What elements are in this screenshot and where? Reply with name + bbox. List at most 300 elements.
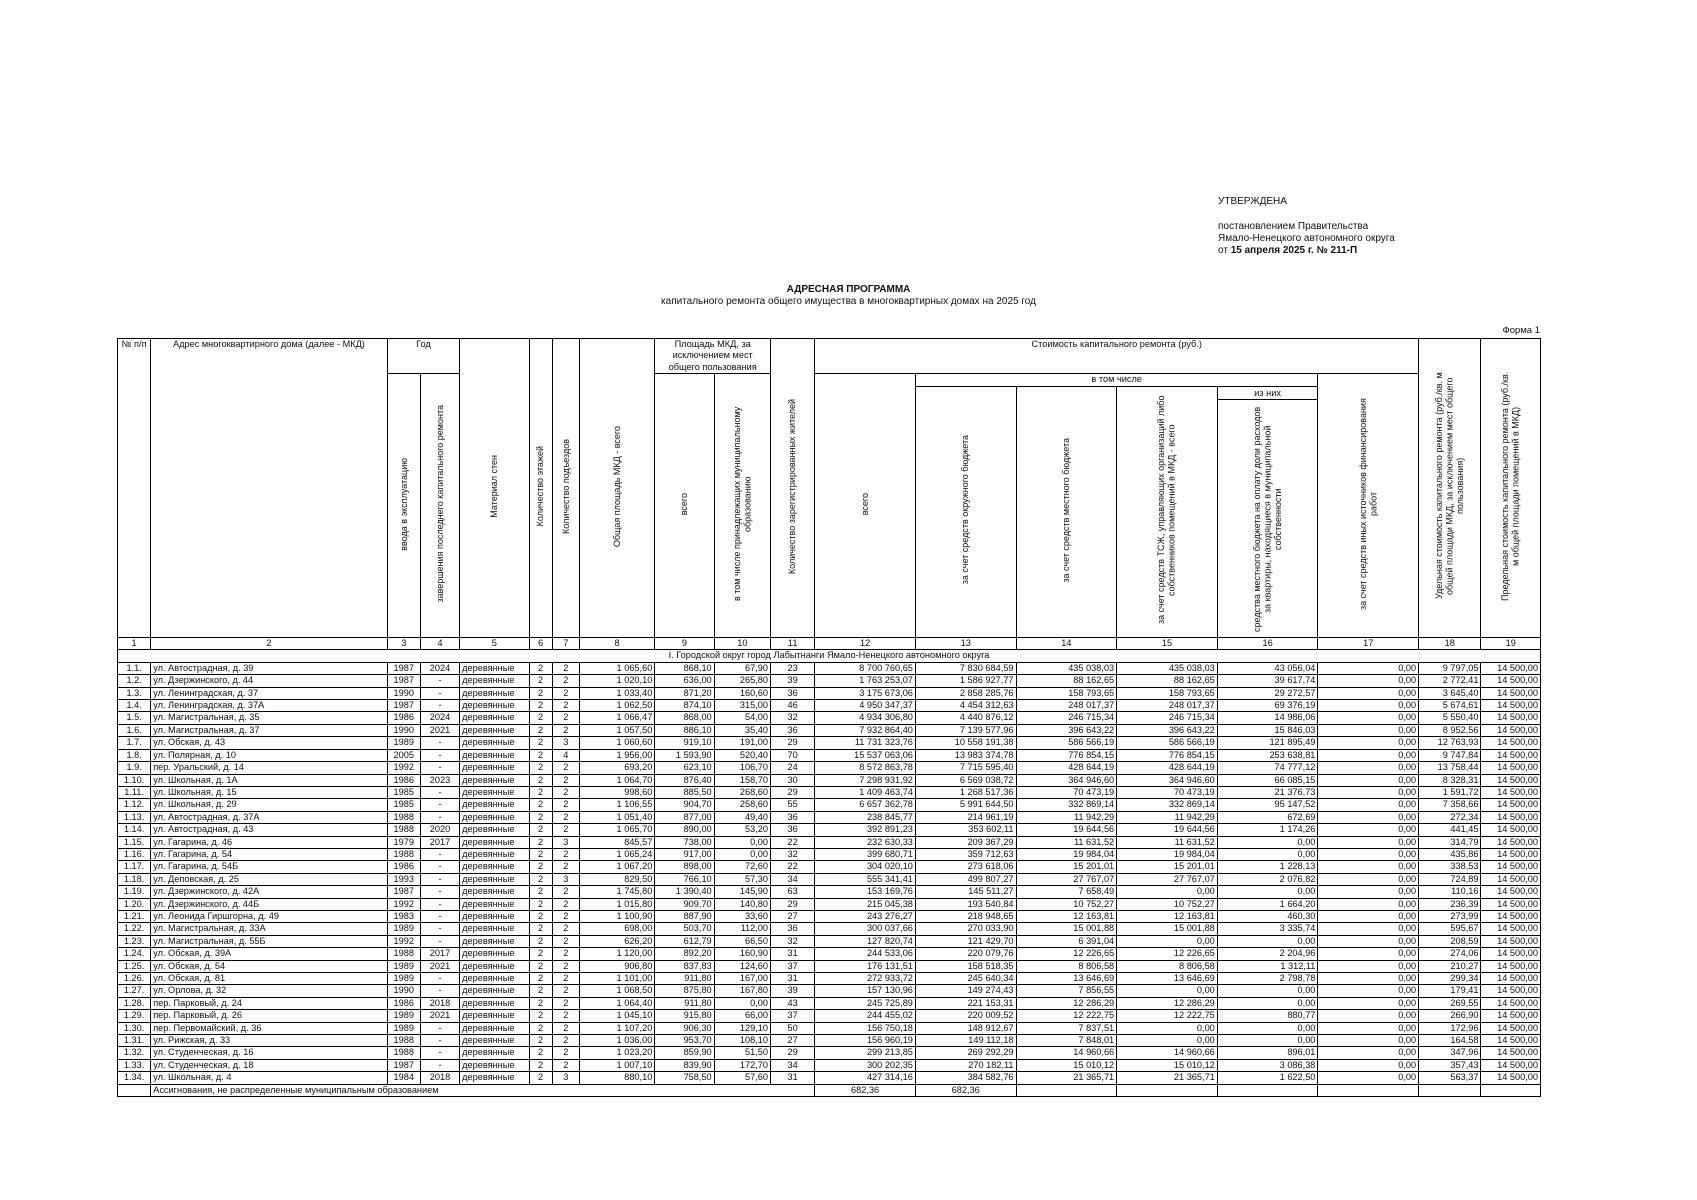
table-row <box>118 662 1541 674</box>
table-cell: 4 440 876,12 <box>915 712 1016 724</box>
footer-label: Ассигнования, не распределенные муниципальным образованием <box>151 1084 815 1096</box>
table-cell: 1 228,13 <box>1217 861 1318 873</box>
table-cell: 215 045,38 <box>815 898 916 910</box>
table-cell: 14 500,00 <box>1481 873 1541 885</box>
table-cell: 1 763 253,07 <box>815 675 916 687</box>
table-cell: 2 <box>529 824 552 836</box>
header-cost-other: за счет средств иных источников финансирования работ <box>1318 374 1419 638</box>
table-cell: 1 036,00 <box>579 1035 654 1047</box>
table-cell: 724,89 <box>1419 873 1481 885</box>
table-cell: 14 500,00 <box>1481 886 1541 898</box>
table-cell: 1 268 517,36 <box>915 786 1016 798</box>
table-cell: 1 101,00 <box>579 973 654 985</box>
table-cell: 1 745,80 <box>579 886 654 898</box>
table-cell: 1 068,50 <box>579 985 654 997</box>
table-row <box>118 985 1541 997</box>
table-cell: 36 <box>771 923 815 935</box>
table-cell: пер. Парковый, д. 24 <box>151 997 387 1009</box>
table-row <box>118 910 1541 922</box>
table-cell: 0,00 <box>1217 886 1318 898</box>
table-cell: 53,20 <box>714 824 770 836</box>
table-row <box>118 1022 1541 1034</box>
footer-cell-empty <box>1217 1084 1318 1096</box>
table-cell: 164,58 <box>1419 1035 1481 1047</box>
table-cell: 0,00 <box>1217 935 1318 947</box>
table-cell: 158 518,35 <box>915 960 1016 972</box>
table-cell: 2 <box>552 774 579 786</box>
table-cell: 15 201,01 <box>1016 861 1117 873</box>
table-cell: 12 226,65 <box>1117 948 1218 960</box>
table-cell: 14 500,00 <box>1481 1047 1541 1059</box>
table-cell: 191,00 <box>714 737 770 749</box>
table-cell: 2 <box>529 886 552 898</box>
table-cell: 1 107,20 <box>579 1022 654 1034</box>
table-body <box>118 638 1541 1097</box>
table-cell: 51,50 <box>714 1047 770 1059</box>
column-number-row <box>118 638 1541 650</box>
table-cell: 74 777,12 <box>1217 762 1318 774</box>
form-number: Форма 1 <box>1502 325 1540 336</box>
table-cell: 1.9. <box>118 762 151 774</box>
table-cell: 3 <box>552 836 579 848</box>
column-number: 16 <box>1217 638 1318 650</box>
table-cell: 2 <box>552 1022 579 1034</box>
table-cell: 8 700 760,65 <box>815 662 916 674</box>
table-cell: 2 <box>552 700 579 712</box>
table-cell: 353 602,11 <box>915 824 1016 836</box>
table-cell: 874,10 <box>655 700 714 712</box>
table-cell: 1.22. <box>118 923 151 935</box>
table-cell: 238 845,77 <box>815 811 916 823</box>
header-entrances: Количество подъездов <box>552 339 579 638</box>
table-cell: ул. Гагарина, д. 54Б <box>151 861 387 873</box>
table-cell: 2017 <box>420 948 459 960</box>
table-cell: 179,41 <box>1419 985 1481 997</box>
table-cell: 2 <box>552 1035 579 1047</box>
table-cell: 0,00 <box>1318 700 1419 712</box>
table-row <box>118 700 1541 712</box>
footer-total: 682,36 <box>815 1084 916 1096</box>
table-row <box>118 997 1541 1009</box>
table-cell: 221 153,31 <box>915 997 1016 1009</box>
table-cell: 2021 <box>420 960 459 972</box>
table-row <box>118 774 1541 786</box>
table-row <box>118 935 1541 947</box>
table-cell: пер. Уральский, д. 14 <box>151 762 387 774</box>
table-cell: 0,00 <box>1318 662 1419 674</box>
table-cell: - <box>420 675 459 687</box>
table-cell: 30 <box>771 774 815 786</box>
table-cell: 13 646,69 <box>1117 973 1218 985</box>
approval-date-prefix: от <box>1218 245 1228 256</box>
table-cell: 10 558 191,38 <box>915 737 1016 749</box>
table-cell: 0,00 <box>1318 923 1419 935</box>
table-cell: 2 <box>529 712 552 724</box>
table-cell: 46 <box>771 700 815 712</box>
table-cell: 1988 <box>387 948 420 960</box>
table-cell: 0,00 <box>1217 836 1318 848</box>
table-cell: 14 500,00 <box>1481 948 1541 960</box>
table-cell: 0,00 <box>1318 737 1419 749</box>
table-cell: 236,39 <box>1419 898 1481 910</box>
table-cell: 2017 <box>420 836 459 848</box>
table-cell: 72,60 <box>714 861 770 873</box>
header-incl: в том числе <box>915 374 1318 386</box>
table-cell: 14 500,00 <box>1481 762 1541 774</box>
table-cell: 0,00 <box>1117 935 1218 947</box>
table-cell: деревянные <box>460 1010 529 1022</box>
table-cell: 2 <box>529 898 552 910</box>
header-address: Адрес многоквартирного дома (далее - МКД) <box>151 339 387 638</box>
table-cell: 1 664,20 <box>1217 898 1318 910</box>
table-row <box>118 960 1541 972</box>
table-cell: ул. Обская, д. 81 <box>151 973 387 985</box>
table-cell: 998,60 <box>579 786 654 798</box>
table-cell: 37 <box>771 1010 815 1022</box>
table-cell: 55 <box>771 799 815 811</box>
table-cell: 19 984,04 <box>1117 848 1218 860</box>
table-cell: 636,00 <box>655 675 714 687</box>
table-cell: 909,70 <box>655 898 714 910</box>
table-cell: деревянные <box>460 1022 529 1034</box>
table-cell: 906,30 <box>655 1022 714 1034</box>
table-cell: 36 <box>771 724 815 736</box>
table-cell: 0,00 <box>1318 898 1419 910</box>
table-cell: ул. Школьная, д. 1А <box>151 774 387 786</box>
table-cell: 14 500,00 <box>1481 774 1541 786</box>
table-cell: 12 226,65 <box>1016 948 1117 960</box>
table-row <box>118 973 1541 985</box>
table-cell: 33,60 <box>714 910 770 922</box>
table-row <box>118 1010 1541 1022</box>
table-cell: 9 747,84 <box>1419 749 1481 761</box>
table-cell: 563,37 <box>1419 1072 1481 1084</box>
table-cell: 4 454 312,63 <box>915 700 1016 712</box>
table-cell: 63 <box>771 886 815 898</box>
table-cell: 24 <box>771 762 815 774</box>
table-cell: 32 <box>771 935 815 947</box>
table-cell: 172,96 <box>1419 1022 1481 1034</box>
table-cell: 2 <box>552 1047 579 1059</box>
table-cell: - <box>420 737 459 749</box>
table-cell: 2 <box>552 886 579 898</box>
table-cell: 140,80 <box>714 898 770 910</box>
table-cell: 49,40 <box>714 811 770 823</box>
table-cell: 299 213,85 <box>815 1047 916 1059</box>
table-cell: 14 500,00 <box>1481 700 1541 712</box>
table-cell: ул. Магистральная, д. 37 <box>151 724 387 736</box>
table-cell: 1.20. <box>118 898 151 910</box>
table-cell: 2 772,41 <box>1419 675 1481 687</box>
table-row <box>118 1035 1541 1047</box>
table-cell: 270 033,90 <box>915 923 1016 935</box>
table-cell: ул. Гагарина, д. 54 <box>151 848 387 860</box>
table-cell: 1 066,47 <box>579 712 654 724</box>
table-cell: 272 933,72 <box>815 973 916 985</box>
table-cell: 14 500,00 <box>1481 749 1541 761</box>
table-cell: 258,60 <box>714 799 770 811</box>
table-cell: 2 <box>529 1035 552 1047</box>
table-cell: 14 986,06 <box>1217 712 1318 724</box>
table-cell: 88 162,65 <box>1016 675 1117 687</box>
table-cell: 14 500,00 <box>1481 985 1541 997</box>
table-cell: 1.16. <box>118 848 151 860</box>
table-cell: ул. Дзержинского, д. 44 <box>151 675 387 687</box>
header-year: Год <box>387 339 459 374</box>
table-cell: 14 500,00 <box>1481 1072 1541 1084</box>
table-cell: 14 500,00 <box>1481 799 1541 811</box>
table-cell: 1 120,00 <box>579 948 654 960</box>
table-cell: 1.17. <box>118 861 151 873</box>
table-cell: 1 390,40 <box>655 886 714 898</box>
table-cell: 14 500,00 <box>1481 1059 1541 1071</box>
table-cell: 1 064,40 <box>579 997 654 1009</box>
table-cell: 27 <box>771 910 815 922</box>
table-cell: ул. Магистральная, д. 55Б <box>151 935 387 947</box>
table-cell: 1979 <box>387 836 420 848</box>
table-cell: 586 566,19 <box>1117 737 1218 749</box>
table-cell: 248 017,37 <box>1117 700 1218 712</box>
table-cell: 1989 <box>387 923 420 935</box>
table-cell: 314,79 <box>1419 836 1481 848</box>
table-cell: 27 767,07 <box>1117 873 1218 885</box>
table-cell: 19 984,04 <box>1016 848 1117 860</box>
column-number: 15 <box>1117 638 1218 650</box>
table-cell: 14 500,00 <box>1481 1022 1541 1034</box>
table-cell: 37 <box>771 960 815 972</box>
table-row <box>118 873 1541 885</box>
table-cell: 595,67 <box>1419 923 1481 935</box>
table-cell: ул. Магистральная, д. 35 <box>151 712 387 724</box>
table-cell: деревянные <box>460 675 529 687</box>
column-number: 8 <box>579 638 654 650</box>
table-cell: 272,34 <box>1419 811 1481 823</box>
table-cell: 7 298 931,92 <box>815 774 916 786</box>
header-area-group: Площадь МКД, за исключением мест общего пользования <box>655 339 771 374</box>
table-cell: 32 <box>771 848 815 860</box>
table-cell: ул. Автострадная, д. 39 <box>151 662 387 674</box>
table-cell: 13 646,69 <box>1016 973 1117 985</box>
header-cost-local: за счет средств местного бюджета <box>1016 386 1117 637</box>
table-cell: пер. Парковый, д. 26 <box>151 1010 387 1022</box>
table-cell: 0,00 <box>1217 848 1318 860</box>
header-residents: Количество зарегистрированных жителей <box>771 339 815 638</box>
table-cell: ул. Обская, д. 43 <box>151 737 387 749</box>
table-cell: 7 715 595,40 <box>915 762 1016 774</box>
table-cell: 2 <box>529 985 552 997</box>
table-cell: - <box>420 687 459 699</box>
table-cell: 127 820,74 <box>815 935 916 947</box>
table-cell: 12 286,29 <box>1117 997 1218 1009</box>
table-cell: деревянные <box>460 724 529 736</box>
table-cell: 868,10 <box>655 662 714 674</box>
table-cell: 1.12. <box>118 799 151 811</box>
table-cell: 2 <box>552 724 579 736</box>
table-cell: 7 932 864,40 <box>815 724 916 736</box>
column-number: 7 <box>552 638 579 650</box>
table-cell: - <box>420 973 459 985</box>
table-cell: 1.23. <box>118 935 151 947</box>
table-cell: 14 500,00 <box>1481 662 1541 674</box>
table-cell: 21 376,73 <box>1217 786 1318 798</box>
table-cell: 766,10 <box>655 873 714 885</box>
table-cell: 1988 <box>387 811 420 823</box>
column-number: 5 <box>460 638 529 650</box>
table-cell: 1985 <box>387 786 420 798</box>
table-cell: 66,00 <box>714 1010 770 1022</box>
table-cell: - <box>420 1022 459 1034</box>
table-cell: 2 <box>529 997 552 1009</box>
table-cell: ул. Дзержинского, д. 44Б <box>151 898 387 910</box>
table-cell: 2 <box>529 762 552 774</box>
table-cell: деревянные <box>460 861 529 873</box>
table-cell: 2 <box>529 861 552 873</box>
table-cell: 0,00 <box>1318 1047 1419 1059</box>
table-cell: - <box>420 749 459 761</box>
table-cell: 1.21. <box>118 910 151 922</box>
table-row <box>118 749 1541 761</box>
table-cell: 332 869,14 <box>1016 799 1117 811</box>
table-cell: деревянные <box>460 985 529 997</box>
table-cell: 7 837,51 <box>1016 1022 1117 1034</box>
table-cell: 2 <box>529 923 552 935</box>
table-cell: 1987 <box>387 1059 420 1071</box>
table-cell: ул. Ленинградская, д. 37А <box>151 700 387 712</box>
table-cell: - <box>420 861 459 873</box>
table-cell: 274,06 <box>1419 948 1481 960</box>
table-cell: 13 758,44 <box>1419 762 1481 774</box>
table-cell: 2 <box>552 662 579 674</box>
table-cell: 2 204,96 <box>1217 948 1318 960</box>
table-cell: 0,00 <box>1318 749 1419 761</box>
table-cell: 1988 <box>387 1035 420 1047</box>
footer-cell-empty <box>118 1084 151 1096</box>
table-cell: 57,30 <box>714 873 770 885</box>
table-cell: ул. Гагарина, д. 46 <box>151 836 387 848</box>
table-cell: 0,00 <box>1318 1035 1419 1047</box>
table-cell: деревянные <box>460 687 529 699</box>
table-cell: 0,00 <box>1217 997 1318 1009</box>
document-title: АДРЕСНАЯ ПРОГРАММА <box>786 284 911 295</box>
table-cell: 1992 <box>387 762 420 774</box>
table-cell: 1.8. <box>118 749 151 761</box>
header-floors: Количество этажей <box>529 339 552 638</box>
table-cell: 392 891,23 <box>815 824 916 836</box>
table-cell: 623,10 <box>655 762 714 774</box>
table-cell: 876,40 <box>655 774 714 786</box>
table-cell: 396 643,22 <box>1117 724 1218 736</box>
table-cell: 70 473,19 <box>1117 786 1218 798</box>
table-cell: 0,00 <box>1318 724 1419 736</box>
table-cell: 34 <box>771 1059 815 1071</box>
table-cell: деревянные <box>460 799 529 811</box>
table-cell: 1.15. <box>118 836 151 848</box>
table-cell: 12 286,29 <box>1016 997 1117 1009</box>
table-cell: 1.5. <box>118 712 151 724</box>
footer-district: 682,36 <box>915 1084 1016 1096</box>
table-cell: 2 <box>529 836 552 848</box>
table-cell: 1.32. <box>118 1047 151 1059</box>
table-cell: 364 946,60 <box>1117 774 1218 786</box>
table-cell: 1 051,40 <box>579 811 654 823</box>
table-cell: 269 292,29 <box>915 1047 1016 1059</box>
table-cell: 2 <box>529 774 552 786</box>
table-cell: 7 848,01 <box>1016 1035 1117 1047</box>
table-cell: 1 593,90 <box>655 749 714 761</box>
table-cell: 11 942,29 <box>1117 811 1218 823</box>
table-row <box>118 687 1541 699</box>
table-cell: 555 341,41 <box>815 873 916 885</box>
table-cell: 32 <box>771 712 815 724</box>
table-cell: 776 854,15 <box>1117 749 1218 761</box>
table-cell: 2 <box>529 811 552 823</box>
table-row <box>118 737 1541 749</box>
table-cell: 1 060,60 <box>579 737 654 749</box>
table-cell: 612,79 <box>655 935 714 947</box>
table-cell: 0,00 <box>1318 997 1419 1009</box>
table-cell: 1 591,72 <box>1419 786 1481 798</box>
table-cell: деревянные <box>460 712 529 724</box>
table-cell: 2 <box>529 799 552 811</box>
table-cell: 0,00 <box>1318 824 1419 836</box>
table-cell: 36 <box>771 687 815 699</box>
table-row <box>118 799 1541 811</box>
table-cell: 14 500,00 <box>1481 910 1541 922</box>
table-cell: 110,16 <box>1419 886 1481 898</box>
table-cell: 2 <box>529 960 552 972</box>
table-cell: 158,70 <box>714 774 770 786</box>
table-cell: деревянные <box>460 873 529 885</box>
table-cell: 1988 <box>387 824 420 836</box>
table-cell: - <box>420 811 459 823</box>
table-cell: деревянные <box>460 749 529 761</box>
table-cell: 43 056,04 <box>1217 662 1318 674</box>
table-cell: 8 328,31 <box>1419 774 1481 786</box>
table-cell: 8 952,56 <box>1419 724 1481 736</box>
table-cell: 1987 <box>387 700 420 712</box>
table-cell: 2 <box>552 712 579 724</box>
table-cell: 2 <box>552 799 579 811</box>
header-cost-group: Стоимость капитального ремонта (руб.) <box>815 339 1419 374</box>
table-cell: 1986 <box>387 997 420 1009</box>
address-program-table <box>117 338 1541 1097</box>
table-cell: 6 657 362,78 <box>815 799 916 811</box>
table-cell: 738,00 <box>655 836 714 848</box>
table-cell: 7 139 577,96 <box>915 724 1016 736</box>
table-cell: 887,90 <box>655 910 714 922</box>
table-cell: 0,00 <box>1318 1022 1419 1034</box>
column-number: 19 <box>1481 638 1541 650</box>
table-cell: 435 038,03 <box>1016 662 1117 674</box>
table-cell: 14 500,00 <box>1481 973 1541 985</box>
table-cell: деревянные <box>460 960 529 972</box>
table-cell: 1987 <box>387 886 420 898</box>
table-cell: 1.13. <box>118 811 151 823</box>
table-cell: 1989 <box>387 737 420 749</box>
table-cell: 160,90 <box>714 948 770 960</box>
header-cost-local-share: из них средства местного бюджета на оплату доли расходов за квартиры, находящиеся в муниципальной собственности <box>1217 386 1318 637</box>
table-cell: ул. Деповская, д. 25 <box>151 873 387 885</box>
table-cell: 2 798,78 <box>1217 973 1318 985</box>
table-cell: 19 644,56 <box>1016 824 1117 836</box>
table-cell: деревянные <box>460 910 529 922</box>
header-year-built: ввода в эксплуатацию <box>387 374 420 638</box>
approval-line-2: Ямало-Ненецкого автономного округа <box>1218 233 1395 244</box>
table-cell: 915,80 <box>655 1010 714 1022</box>
table-cell: 871,20 <box>655 687 714 699</box>
table-cell: 193 540,84 <box>915 898 1016 910</box>
table-cell: 1 065,70 <box>579 824 654 836</box>
